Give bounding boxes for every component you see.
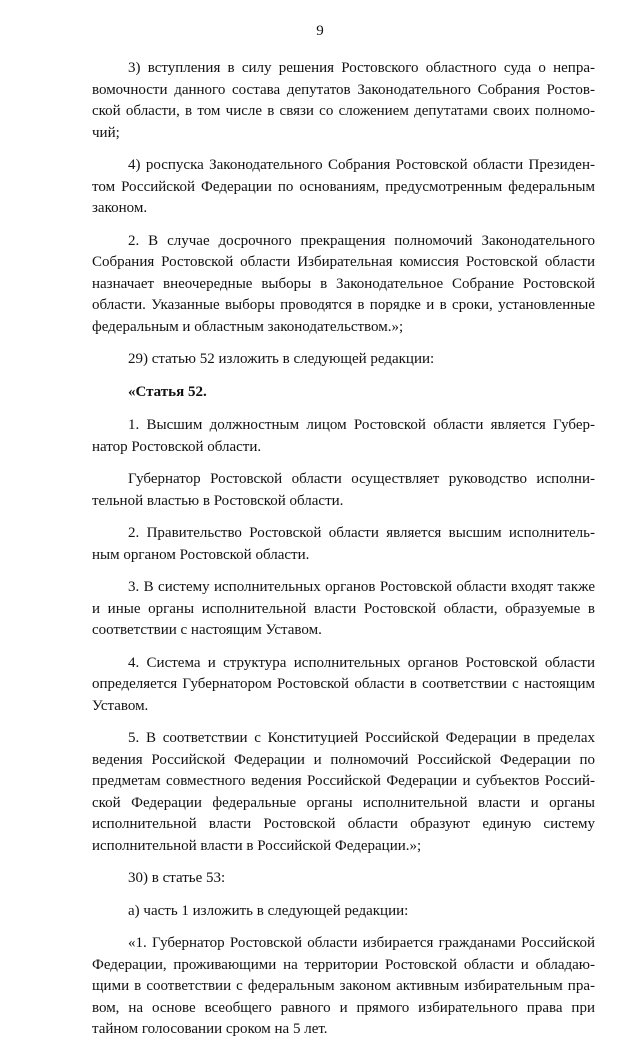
document-body [92,58,595,1052]
article-heading: «Статья 52. [128,383,207,400]
paragraph-part-2: 2. В случае досрочного прекращения полномочий Законодательного Собрания Ростовской области Избирательная комиссия Ростовской области назначает внеочередные выборы в Законодательное Собрание Ростовской области. Указанные выборы проводятся в порядке и в сроки, установленные федеральным и областным законодательством.»; [92,232,595,335]
paragraph-new-part-1: «1. Губернатор Ростовской области избирается гражданами Российской Федерации, проживающими на территории Ростовской области и обладающими в соответствии с федеральным законом активным избирательным правом, на основе всеобщего равного и прямого избирательного права при тайном голосовании сроком на 5 лет. [92,935,595,1037]
article-paragraph-1: 1. Высшим должностным лицом Ростовской области является Губернатор Ростовской области. [92,417,595,455]
paragraph-amendment-29: 29) статью 52 изложить в следующей редакции: [128,351,435,367]
paragraph-amendment-30: 30) в статье 53: [128,870,226,886]
article-paragraph-2: 2. Правительство Ростовской области является высшим исполнительным органом Ростовской области. [92,525,595,563]
article-paragraph-4: 4. Система и структура исполнительных органов Ростовской области определяется Губернатором Ростовской области в соответствии с настоящим Уставом. [92,654,595,714]
article-paragraph-1-continued: Губернатор Ростовской области осуществляет руководство исполнительной властью в Ростовской области. [92,471,595,509]
article-paragraph-5: 5. В соответствии с Конституцией Российской Федерации в пределах ведения Российской Федерации и полномочий Российской Федерации по предметам совместного ведения Российской Федерации и субъектов Российской Федерации федеральные органы исполнительной власти и органы исполнительной власти Ростовской области образуют единую систему исполнительной власти в Российской Федерации.»; [92,730,595,854]
paragraph-item-3: 3) вступления в силу решения Ростовского областного суда о неправомочности данного состава депутатов Законодательного Собрания Ростовской области, в том числе в связи со сложением депутатами своих полномочий; [92,60,595,141]
article-paragraph-3: 3. В систему исполнительных органов Ростовской области входят также и иные органы исполнительной власти Ростовской области, образуемые в соответствии с настоящим Уставом. [92,579,595,638]
paragraph-subitem-a: а) часть 1 изложить в следующей редакции: [128,902,409,919]
paragraph-item-4: 4) роспуска Законодательного Собрания Ростовской области Президентом Российской Федерации по основаниям, предусмотренным федеральным законом. [92,157,595,216]
page-number: 9 [316,23,324,39]
